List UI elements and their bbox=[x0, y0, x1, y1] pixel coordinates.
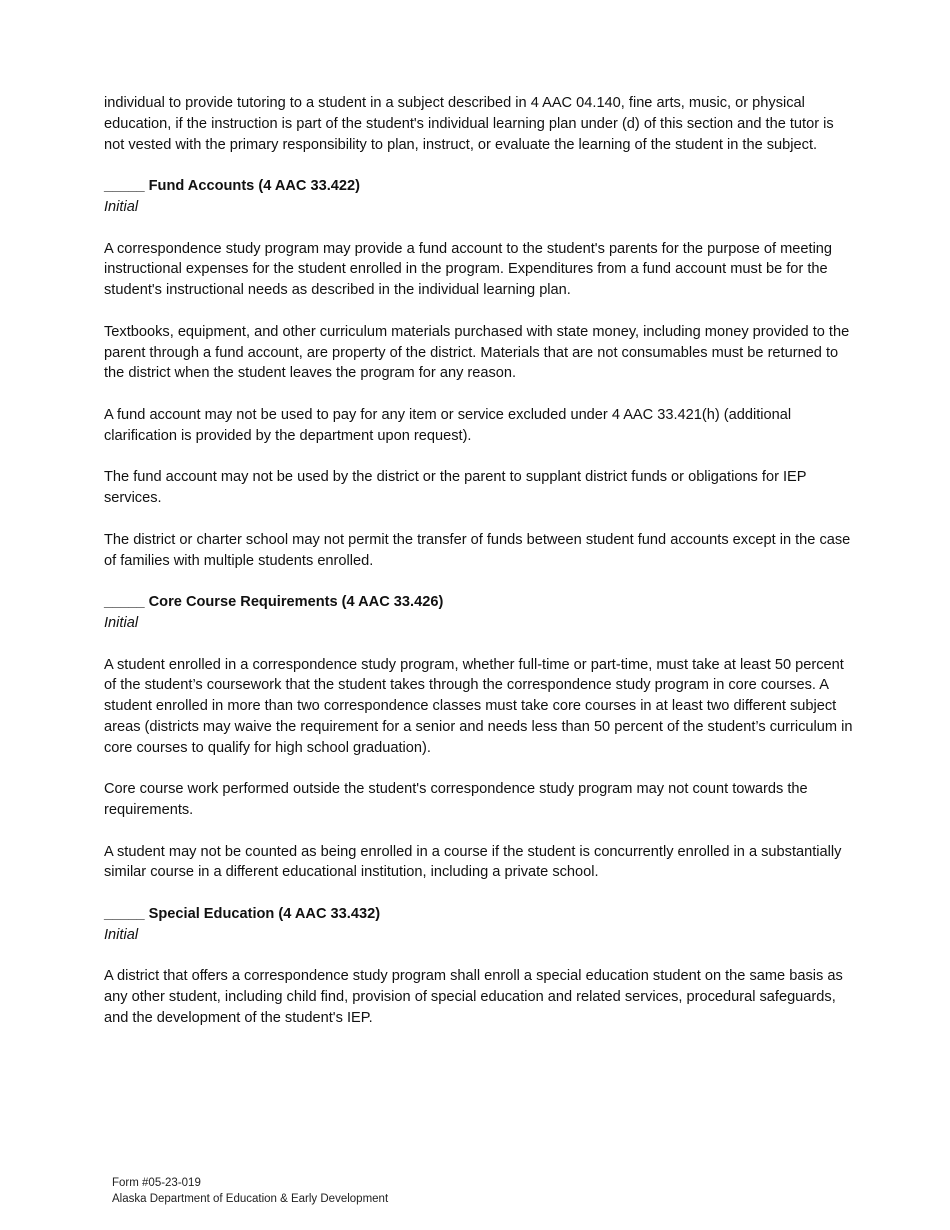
paragraph: Textbooks, equipment, and other curriculum materials purchased with state money, including money provided to the parent through a fund account, are property of the district. Materials that are not consumables must be returned to the district when the student leaves the program for any reason. bbox=[104, 323, 850, 382]
intro-continuation-paragraph: individual to provide tutoring to a student in a subject described in 4 AAC 04.140, fine arts, music, or physical education, if the instruction is part of the student's individual learning plan under (d) of this section and the tutor is not vested with the primary responsibility to plan, instruct, or evaluate the learning of the student in the subject. bbox=[104, 95, 834, 153]
paragraph: A student enrolled in a correspondence study program, whether full-time or part-time, must take at least 50 percent of the student’s coursework that the student takes through the correspondence study program in core courses. A student enrolled in more than two correspondence classes must take core courses in at least two different subject areas (districts may waive the requirement for a senior and needs less than 50 percent of the student’s curriculum in core courses to qualify for high school graduation). bbox=[104, 656, 853, 756]
paragraph: A student may not be counted as being enrolled in a course if the student is concurrently enrolled in a substantially similar course in a different educational institution, including a private school. bbox=[104, 843, 842, 881]
paragraph: A correspondence study program may provide a fund account to the student's parents for the purpose of meeting instructional expenses for the student enrolled in the program. Expenditures from a fund account must be for the student's instructional needs as described in the individual learning plan. bbox=[104, 240, 833, 299]
section-core-course-requirements bbox=[104, 592, 854, 883]
department-name: Alaska Department of Education & Early Development bbox=[112, 1193, 389, 1205]
section-initial-label: Initial bbox=[104, 926, 139, 943]
paragraph: The fund account may not be used by the district or the parent to supplant district funds or obligations for IEP services. bbox=[104, 469, 807, 507]
section-special-education bbox=[104, 904, 854, 1029]
paragraph: A district that offers a correspondence study program shall enroll a special education student on the same basis as any other student, including child find, provision of special education and related services, procedural safeguards, and the development of the student's IEP. bbox=[104, 968, 843, 1027]
section-initial-label: Initial bbox=[104, 198, 139, 215]
page-footer bbox=[112, 1175, 388, 1207]
section-fund-accounts bbox=[104, 176, 854, 571]
paragraph: Core course work performed outside the student's correspondence study program may not count towards the requirements. bbox=[104, 781, 808, 819]
paragraph: The district or charter school may not permit the transfer of funds between student fund accounts except in the case of families with multiple students enrolled. bbox=[104, 531, 851, 569]
paragraph: A fund account may not be used to pay for any item or service excluded under 4 AAC 33.421(h) (additional clarification is provided by the department upon request). bbox=[104, 406, 792, 444]
document-body bbox=[104, 93, 854, 1050]
form-number: Form #05-23-019 bbox=[112, 1177, 201, 1189]
section-initial-label: Initial bbox=[104, 614, 139, 631]
section-heading: _____ Special Education (4 AAC 33.432) bbox=[104, 906, 381, 923]
section-heading: _____ Core Course Requirements (4 AAC 33.426) bbox=[104, 594, 444, 611]
section-heading: _____ Fund Accounts (4 AAC 33.422) bbox=[104, 178, 361, 195]
